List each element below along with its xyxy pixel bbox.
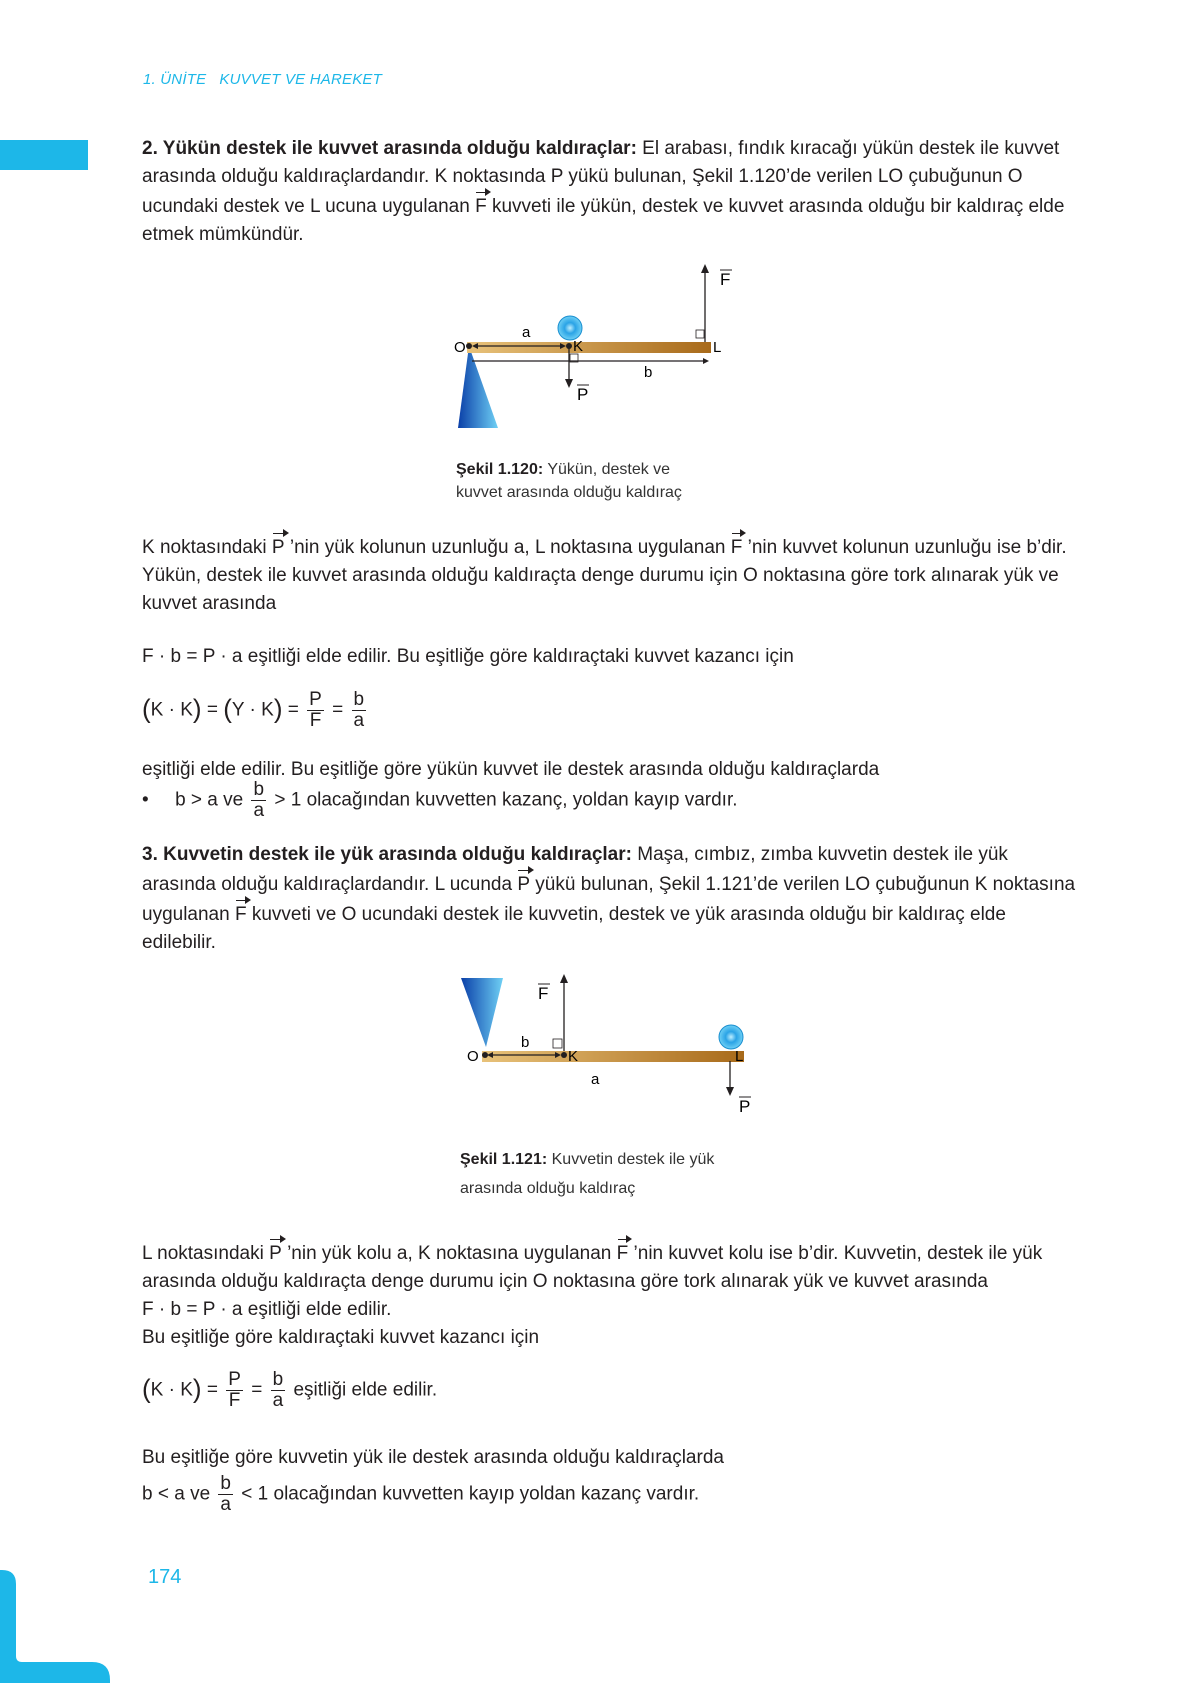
figure-1-120	[454, 260, 770, 430]
f-arrowhead	[560, 974, 568, 983]
paragraph-esitlik: eşitliği elde edilir. Bu eşitliğe göre yükün kuvvet ile destek arasında olduğu kaldıraçlarda	[142, 759, 880, 780]
lever-rod	[467, 342, 711, 353]
vector-f: F	[475, 191, 487, 221]
section-3-paragraph: 3. Kuvvetin destek ile yük arasında olduğu kaldıraçlar: Maşa, cımbız, zımba kuvvetin destek ile yük arasında olduğu kaldıraçlardandır. L ucunda P yükü bulunan, Şekil 1.121’de verilen LO çubuğunun K noktasına uygulanan F kuvveti ve O ucundaki destek ile kuvvetin, destek ve yük arasında olduğu bir kaldıraç elde edilebilir.	[142, 844, 1076, 953]
figure-1-121	[455, 965, 775, 1125]
unit-title: KUVVET VE HAREKET	[219, 71, 382, 88]
label-b: b	[521, 1034, 530, 1051]
label-a: a	[591, 1071, 600, 1088]
b-arrow	[703, 358, 709, 364]
page-number: 174	[148, 1566, 182, 1588]
section-2-paragraph: 2. Yükün destek ile kuvvet arasında olduğu kaldıraçlar: El arabası, fındık kıracağı yükün destek ile kuvvet arasında olduğu kaldıraçlardandır. K noktasında P yükü bulunan, Şekil 1.120’de verilen LO çubuğunun O ucundaki destek ve L ucuna uygulanan F kuvveti ile yükün, destek ve kuvvet arasında olduğu bir kaldıraç elde etmek mümkündür.	[142, 138, 1065, 245]
label-b: b	[644, 364, 653, 381]
label-p: P	[577, 385, 589, 404]
right-angle-l	[696, 330, 704, 338]
equation-torque-2: F · b = P · a	[142, 1299, 243, 1320]
running-header	[143, 71, 382, 88]
label-f: F	[538, 984, 549, 1003]
page-corner-decoration	[0, 1570, 110, 1683]
load-ball	[719, 1025, 743, 1049]
label-o: O	[454, 339, 466, 356]
label-p: P	[739, 1097, 751, 1116]
equation-kuvvet-kazanci-2: (K · K) = $\frac{P}{F}$ = $\frac{b}{a}$ eşitliği elde edilir.	[142, 1369, 438, 1411]
label-k: K	[568, 1048, 579, 1065]
f-arrowhead	[701, 264, 709, 273]
section-2-heading: 2. Yükün destek ile kuvvet arasında olduğu kaldıraçlar:	[142, 138, 637, 159]
paragraph-kayip: Bu eşitliğe göre kuvvetin yük ile destek arasında olduğu kaldıraçlarda	[142, 1447, 724, 1468]
label-o: O	[467, 1048, 479, 1065]
load-ball	[558, 316, 582, 340]
bullet-kazanc: • b > a ve $\frac{b}{a}$ > 1 olacağından kuvvetten kazanç, yoldan kayıp vardır.	[142, 779, 738, 821]
figure-1-120-caption: Şekil 1.120: Yükün, destek ve kuvvet arasında olduğu kaldıraç	[456, 461, 682, 501]
p-arrowhead	[726, 1087, 734, 1096]
equation-torque-1: F · b = P · a eşitliği elde edilir. Bu eşitliğe göre kaldıraçtaki kuvvet kazancı için	[142, 646, 794, 667]
paragraph-yuk-kolu-2: L noktasındaki P ’nin yük kolu a, K noktasına uygulanan F ’nin kuvvet kolu ise b’dir. Kuvvetin, destek ile yük arasında olduğu kaldıraçta denge durumu için O noktasına göre tork alınarak yük ve kuvvet arasında F · b = P · a eşitliği elde edilir. Bu eşitliğe göre kaldıraçtaki kuvvet kazancı için	[142, 1238, 1082, 1352]
label-k: K	[573, 338, 584, 355]
right-angle-k	[553, 1039, 562, 1048]
unit-label: 1. ÜNİTE	[143, 71, 207, 88]
label-l: L	[713, 339, 722, 356]
paragraph-yuk-kolu: K noktasındaki P ’nin yük kolunun uzunluğu a, L noktasına uygulanan F ’nin kuvvet kolunun uzunluğu ise b’dir. Yükün, destek ile kuvvet arasında olduğu kaldıraçta denge durumu için O noktasına göre tork alınarak yük ve kuvvet arasında	[142, 532, 1082, 618]
support-triangle	[461, 978, 503, 1047]
p-arrowhead	[565, 379, 573, 388]
figure-1-121-caption: Şekil 1.121: Kuvvetin destek ile yük arasında olduğu kaldıraç	[460, 1151, 715, 1197]
section-tab-marker	[0, 140, 88, 170]
section-3-heading: 3. Kuvvetin destek ile yük arasında olduğu kaldıraçlar:	[142, 844, 632, 865]
lever-rod	[482, 1051, 744, 1062]
support-triangle	[458, 346, 498, 428]
label-a: a	[522, 324, 531, 341]
conclusion-line: b < a ve $\frac{b}{a}$ < 1 olacağından kuvvetten kayıp yoldan kazanç vardır.	[142, 1473, 700, 1515]
point-o	[466, 343, 472, 349]
point-k	[561, 1052, 567, 1058]
label-f: F	[720, 270, 731, 289]
label-l: L	[735, 1048, 744, 1065]
equation-kuvvet-kazanci-1: (K · K) = (Y · K) = $\frac{P}{F}$ = $\frac{b}{a}$	[142, 689, 365, 731]
